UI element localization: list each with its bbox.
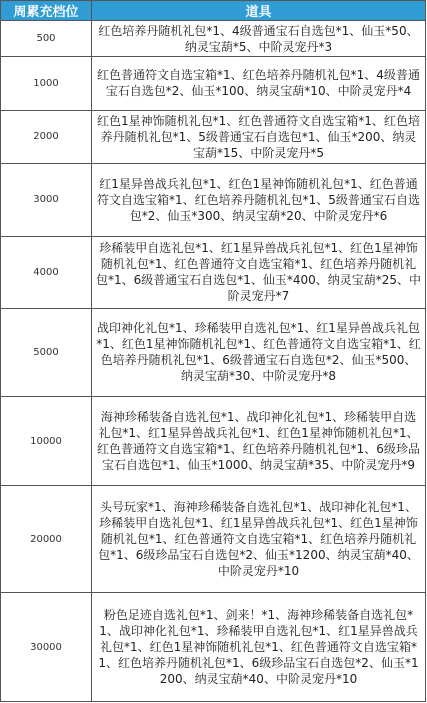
table-row [1,110,426,163]
reward-text: 头号玩家*1、海神珍稀装备自选礼包*1、战印神化礼包*1、珍稀装甲自选礼包*1、红1星异兽战兵礼包*1、红色1星神饰随机礼包*1、红色普通符文自选宝箱*1、红色培养丹随机礼包*1、6级珍品宝石自选包*2、仙玉*1200、纳灵宝葫*40、中阶灵宠丹*10 [92,486,426,593]
reward-text: 红1星异兽战兵礼包*1、红色1星神饰随机礼包*1、红色普通符文自选宝箱*1、红色培养丹随机礼包*1、5级普通宝石自选包*2、仙玉*300、纳灵宝葫*20、中阶灵宠丹*6 [92,164,426,237]
tier-value: 5000 [1,309,92,397]
tier-value: 30000 [1,593,92,702]
tier-value: 20000 [1,486,92,593]
reward-text: 红色培养丹随机礼包*1、4级普通宝石自选包*1、仙玉*50、纳灵宝葫*5、中阶灵宠丹*3 [92,21,426,57]
reward-text: 红色普通符文自选宝箱*1、红色培养丹随机礼包*1、4级普通宝石自选包*2、仙玉*100、纳灵宝葫*10、中阶灵宠丹*4 [92,57,426,110]
table-row [1,396,426,486]
reward-text: 粉色足迹自选礼包*1、剑来！*1、海神珍稀装备自选礼包*1、战印神化礼包*1、珍稀装甲自选礼包*1、红1星异兽战兵礼包*1、红色1星神饰随机礼包*1、红色普通符文自选宝箱*1、红色培养丹随机礼包*1、6级珍品宝石自选包*2、仙玉*1200、纳灵宝葫*40、中阶灵宠丹*10 [92,593,426,702]
header-reward: 道具 [92,1,426,21]
table-row [1,309,426,397]
table-row [1,236,426,309]
header-tier: 周累充档位 [1,1,92,21]
tier-value: 500 [1,21,92,57]
tier-value: 1000 [1,57,92,110]
table-row [1,593,426,702]
header-row [1,1,426,21]
reward-text: 战印神化礼包*1、珍稀装甲自选礼包*1、红1星异兽战兵礼包*1、红色1星神饰随机礼包*1、红色普通符文自选宝箱*1、红色培养丹随机礼包*1、6级普通宝石自选包*2、仙玉*500、纳灵宝葫*30、中阶灵宠丹*8 [92,309,426,397]
tier-value: 4000 [1,236,92,309]
table-row [1,21,426,57]
tier-value: 2000 [1,110,92,163]
reward-text: 红色1星神饰随机礼包*1、红色普通符文自选宝箱*1、红色培养丹随机礼包*1、5级普通宝石自选包*1、仙玉*200、纳灵宝葫*15、中阶灵宠丹*5 [92,110,426,163]
reward-text: 海神珍稀装备自选礼包*1、战印神化礼包*1、珍稀装甲自选礼包*1、红1星异兽战兵礼包*1、红色1星神饰随机礼包*1、红色普通符文自选宝箱*1、红色培养丹随机礼包*1、6级珍品宝石自选包*1、仙玉*1000、纳灵宝葫*35、中阶灵宠丹*9 [92,396,426,486]
table-row [1,57,426,110]
tier-value: 3000 [1,164,92,237]
tier-value: 10000 [1,396,92,486]
table-row [1,164,426,237]
reward-text: 珍稀装甲自选礼包*1、红1星异兽战兵礼包*1、红色1星神饰随机礼包*1、红色普通符文自选宝箱*1、红色培养丹随机礼包*1、6级普通宝石自选包*1、仙玉*400、纳灵宝葫*25、中阶灵宠丹*7 [92,236,426,309]
table-row [1,486,426,593]
